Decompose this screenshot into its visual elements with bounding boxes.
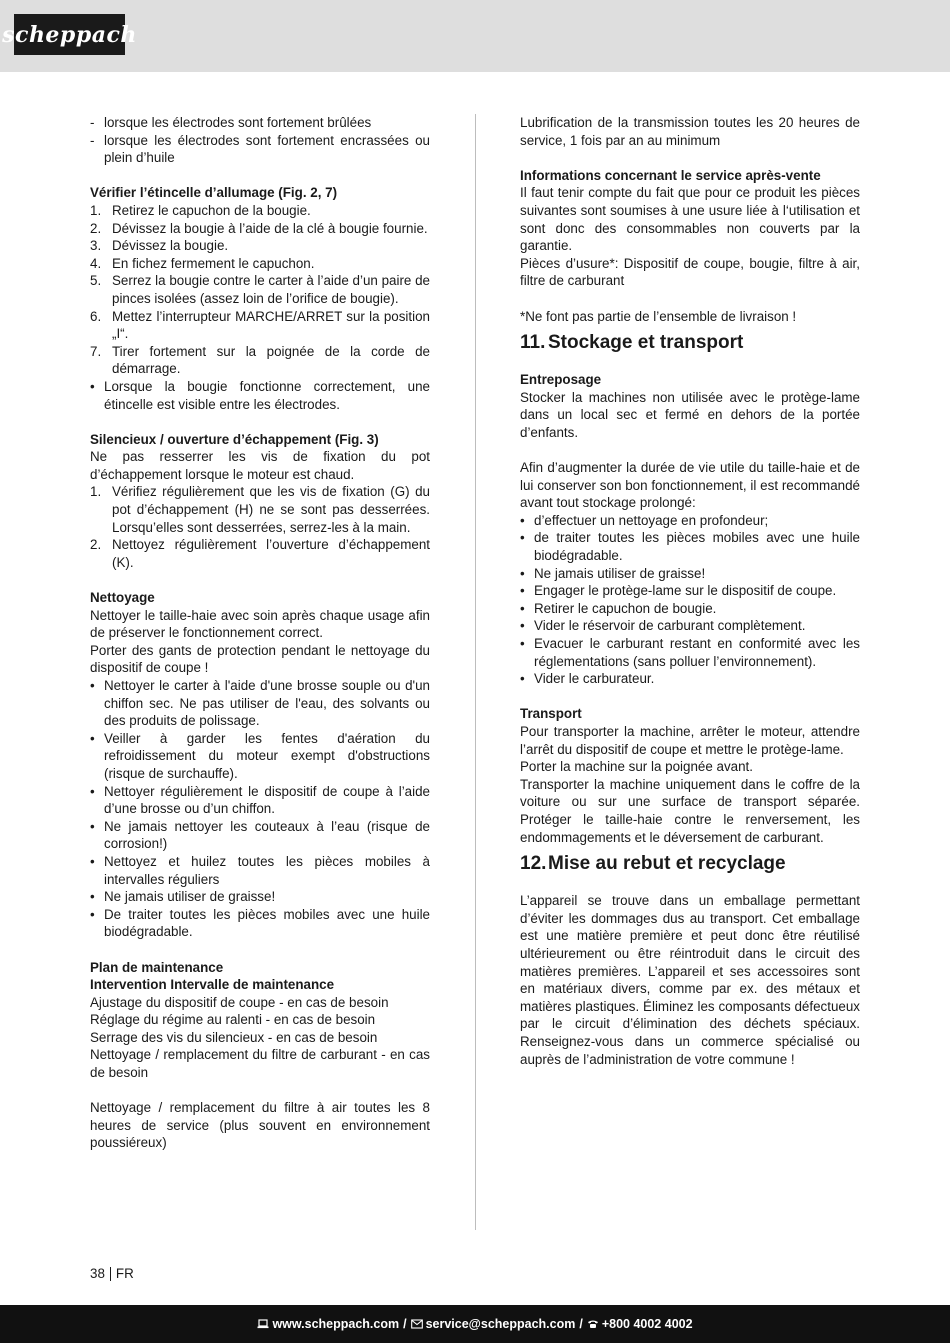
bullet-item: • Nettoyez et huilez toutes les pièces mobiles à intervalles réguliers bbox=[90, 853, 430, 887]
bullet-item: • Veiller à garder les fentes d'aération du refroidissement du moteur exempt d'obstructions (risque de surchauffe). bbox=[90, 730, 430, 781]
email-link[interactable]: service@scheppach.com bbox=[425, 1317, 576, 1331]
list-item: - lorsque les électrodes sont fortement encrassées ou plein d’huile bbox=[90, 132, 430, 166]
page-number-value: 38 bbox=[90, 1266, 105, 1281]
page-language: FR bbox=[115, 1266, 134, 1281]
maintenance-line: Serrage des vis du silencieux - en cas de besoin bbox=[90, 1029, 378, 1045]
lubrication-paragraph: Lubrification de la transmission toutes les 20 heures de service, 1 fois par an au minimum bbox=[520, 115, 860, 148]
right-column bbox=[520, 114, 860, 1068]
step-item: 5. Serrez la bougie contre le carter à l’aide d’un paire de pinces isolées (assez loin de l’orifice de bougie). bbox=[90, 273, 430, 306]
scheppach-logo bbox=[2, 14, 137, 55]
storage-paragraph: Stocker la machines non utilisée avec le protège-lame dans un local sec et fermé en dehors de la portée d’enfants. bbox=[520, 389, 860, 440]
page-number-separator bbox=[110, 1267, 111, 1281]
transport-paragraph: Transporter la machine uniquement dans le coffre de la voiture ou sur une surface de transport séparée. Protéger le taille-haie contre le renversement, les endommagements et le déversement de carburant. bbox=[520, 776, 860, 845]
service-paragraph: Il faut tenir compte du fait que pour ce produit les pièces suivantes sont soumises à une usure liée à l‘utilisation et sont donc des consommables non couverts par la garantie. bbox=[520, 185, 860, 254]
transport-paragraph: Porter la machine sur la poignée avant. bbox=[520, 759, 753, 775]
bullet-item: • Ne jamais nettoyer les couteaux à l’eau (risque de corrosion!) bbox=[90, 818, 430, 852]
step-text: Vérifiez régulièrement que les vis de fixation (G) du pot d’échappement (H) ne se sont pas desserrées. Lorsqu’elles sont desserrées, serrez-les à la main. bbox=[112, 484, 430, 535]
maintenance-subheading: Intervention Intervalle de maintenance bbox=[90, 977, 335, 993]
left-column bbox=[90, 114, 430, 1152]
bullet-item: • Vider le réservoir de carburant complètement. bbox=[520, 617, 860, 635]
section-number: 12. bbox=[520, 853, 547, 875]
step-item: 3. Dévissez la bougie. bbox=[90, 237, 430, 255]
step-item: 1. Retirez le capuchon de la bougie. bbox=[90, 202, 430, 220]
step-text: Dévissez la bougie. bbox=[112, 238, 229, 254]
cleaning-paragraph: Porter des gants de protection pendant le nettoyage du dispositif de coupe ! bbox=[90, 642, 430, 676]
bullet-item: • Nettoyer le carter à l'aide d'une brosse souple ou d'un chiffon sec. Ne pas utiliser de l'eau, des solvants ou des produits de polissage. bbox=[90, 678, 430, 729]
footer-band bbox=[0, 1305, 950, 1343]
bullet-item: • Ne jamais utiliser de graisse! bbox=[90, 888, 430, 906]
disposal-paragraph: L’appareil se trouve dans un emballage permettant d’éviter les dommages dus au transport. Cet emballage est une matière première et peut donc être réutilisé ultérieurement ou être réintroduit dans le circuit des matières premières. L’appareil et ses accessoires sont en matériaux divers, comme par ex. des métaux et matières plastiques. Éliminez les composants défectueux par le circuit d’élimination des déchets spéciaux. Renseignez-vous dans un commerce spécialisé ou auprès de l’administration de votre commune ! bbox=[520, 893, 860, 1067]
cleaning-heading: Nettoyage bbox=[90, 590, 155, 606]
air-filter-paragraph: Nettoyage / remplacement du filtre à air toutes les 8 heures de service (plus souvent en environnement poussiéreux) bbox=[90, 1100, 430, 1151]
maintenance-line: Nettoyage / remplacement du filtre de carburant - en cas de besoin bbox=[90, 1047, 430, 1081]
bullet-text: De traiter toutes les pièces mobiles avec une huile biodégradable. bbox=[104, 906, 430, 940]
step-text: Nettoyez régulièrement l’ouverture d’échappement (K). bbox=[112, 537, 430, 570]
envelope-icon bbox=[411, 1319, 423, 1329]
maintenance-heading: Plan de maintenance bbox=[90, 959, 224, 975]
bullet-text: Lorsque la bougie fonctionne correctement, une étincelle est visible entre les électrodes. bbox=[104, 378, 430, 412]
maintenance-line: Ajustage du dispositif de coupe - en cas de besoin bbox=[90, 994, 389, 1010]
silencer-intro: Ne pas resserrer les vis de fixation du pot d’échappement lorsque le moteur est chaud. bbox=[90, 449, 430, 482]
bullet-text: de traiter toutes les pièces mobiles avec une huile biodégradable. bbox=[534, 530, 860, 564]
storage-subheading: Entreposage bbox=[520, 372, 602, 388]
section-title: Mise au rebut et recyclage bbox=[548, 853, 786, 875]
list-item: - lorsque les électrodes sont fortement brûlées bbox=[90, 114, 430, 132]
column-divider bbox=[475, 114, 476, 1230]
page-number bbox=[90, 1266, 134, 1281]
bullet-text: Nettoyez et huilez toutes les pièces mobiles à intervalles réguliers bbox=[104, 853, 430, 887]
bullet-text: Veiller à garder les fentes d'aération du refroidissement du moteur exempt d'obstructions (risque de surchauffe). bbox=[104, 730, 430, 781]
bullet-text: Engager le protège-lame sur le dispositif de coupe. bbox=[534, 583, 837, 599]
bullet-text: d’effectuer un nettoyage en profondeur; bbox=[534, 512, 769, 528]
service-heading: Informations concernant le service après-vente bbox=[520, 167, 821, 183]
section-number: 11. bbox=[520, 332, 546, 354]
bullet-item: • Engager le protège-lame sur le dispositif de coupe. bbox=[520, 582, 860, 600]
bullet-text: Ne jamais nettoyer les couteaux à l’eau (risque de corrosion!) bbox=[104, 818, 430, 852]
bullet-text: Ne jamais utiliser de graisse! bbox=[104, 889, 276, 905]
step-text: Dévissez la bougie à l’aide de la clé à bougie fournie. bbox=[112, 220, 428, 236]
silencer-heading: Silencieux / ouverture d’échappement (Fig. 3) bbox=[90, 431, 379, 447]
phone-icon bbox=[587, 1319, 599, 1329]
bullet-text: Retirer le capuchon de bougie. bbox=[534, 600, 717, 616]
bullet-item: • Evacuer le carburant restant en conformité avec les réglementations (sans polluer l’environnement). bbox=[520, 636, 860, 669]
step-item: 2. Nettoyez régulièrement l’ouverture d’échappement (K). bbox=[90, 537, 430, 570]
step-item: 6. Mettez l’interrupteur MARCHE/ARRET sur la position „I“. bbox=[90, 308, 430, 342]
section-heading-disposal bbox=[520, 852, 860, 876]
storage-paragraph: Afin d’augmenter la durée de vie utile du taille-haie et de lui conserver son bon fonctionnement, il est recommandé avant tout stockage prolongé: bbox=[520, 460, 860, 511]
step-item: 7. Tirer fortement sur la poignée de la corde de démarrage. bbox=[90, 343, 430, 377]
wear-parts-paragraph: Pièces d’usure*: Dispositif de coupe, bougie, filtre à air, filtre de carburant bbox=[520, 255, 860, 289]
maintenance-line: Réglage du régime au ralenti - en cas de besoin bbox=[90, 1012, 376, 1028]
bullet-item: • Retirer le capuchon de bougie. bbox=[520, 600, 860, 618]
section-heading-storage bbox=[520, 331, 860, 355]
laptop-icon bbox=[257, 1319, 269, 1329]
bullet-item: • De traiter toutes les pièces mobiles avec une huile biodégradable. bbox=[90, 906, 430, 940]
bullet-item: • Nettoyer régulièrement le dispositif de coupe à l’aide d’une brosse ou d’un chiffon. bbox=[90, 783, 430, 817]
header-band bbox=[0, 0, 950, 72]
step-text: Retirez le capuchon de la bougie. bbox=[112, 202, 311, 218]
step-text: Serrez la bougie contre le carter à l’aide d’un paire de pinces isolées (assez loin de l’orifice de bougie). bbox=[112, 273, 430, 306]
bullet-item: • Ne jamais utiliser de graisse! bbox=[520, 565, 860, 583]
bullet-text: Nettoyer le carter à l'aide d'une brosse souple ou d'un chiffon sec. Ne pas utiliser de l'eau, des solvants ou des produits de polissage. bbox=[104, 678, 430, 729]
bullet-text: Evacuer le carburant restant en conformité avec les réglementations (sans polluer l’environnement). bbox=[534, 636, 860, 669]
bullet-text: Ne jamais utiliser de graisse! bbox=[534, 565, 706, 581]
bullet-item: • d’effectuer un nettoyage en profondeur; bbox=[520, 512, 860, 530]
list-item-text: lorsque les électrodes sont fortement encrassées ou plein d’huile bbox=[104, 132, 430, 166]
footer-separator: / bbox=[579, 1317, 583, 1331]
step-item: 1. Vérifiez régulièrement que les vis de fixation (G) du pot d’échappement (H) ne se sont pas desserrées. Lorsqu’elles sont desserrées, serrez-les à la main. bbox=[90, 484, 430, 535]
bullet-item: • de traiter toutes les pièces mobiles avec une huile biodégradable. bbox=[520, 530, 860, 564]
logo-text: scheppach bbox=[2, 21, 137, 48]
step-item: 4. En fichez fermement le capuchon. bbox=[90, 255, 430, 273]
section-title: Stockage et transport bbox=[548, 332, 744, 354]
phone-number: +800 4002 4002 bbox=[601, 1317, 693, 1331]
bullet-item: • Vider le carburateur. bbox=[520, 670, 860, 688]
bullet-text: Vider le carburateur. bbox=[534, 671, 655, 687]
delivery-note: *Ne font pas partie de l’ensemble de livraison ! bbox=[520, 308, 797, 324]
bullet-text: Vider le réservoir de carburant complètement. bbox=[534, 618, 806, 634]
cleaning-paragraph: Nettoyer le taille-haie avec soin après chaque usage afin de préserver le fonctionnement correct. bbox=[90, 607, 430, 641]
bullet-item: • Lorsque la bougie fonctionne correctement, une étincelle est visible entre les électrodes. bbox=[90, 378, 430, 412]
step-text: Mettez l’interrupteur MARCHE/ARRET sur la position „I“. bbox=[112, 308, 430, 342]
bullet-text: Nettoyer régulièrement le dispositif de coupe à l’aide d’une brosse ou d’un chiffon. bbox=[104, 783, 430, 817]
step-item: 2. Dévissez la bougie à l’aide de la clé à bougie fournie. bbox=[90, 220, 430, 238]
step-text: En fichez fermement le capuchon. bbox=[112, 255, 315, 271]
website-link[interactable]: www.scheppach.com bbox=[272, 1317, 400, 1331]
transport-paragraph: Pour transporter la machine, arrêter le moteur, attendre l’arrêt du dispositif de coupe et mettre le protège-lame. bbox=[520, 724, 860, 757]
spark-heading: Vérifier l’étincelle d’allumage (Fig. 2, 7) bbox=[90, 185, 338, 201]
step-text: Tirer fortement sur la poignée de la corde de démarrage. bbox=[112, 343, 430, 377]
footer-separator: / bbox=[403, 1317, 407, 1331]
transport-heading: Transport bbox=[520, 706, 582, 722]
list-item-text: lorsque les électrodes sont fortement brûlées bbox=[104, 115, 372, 130]
